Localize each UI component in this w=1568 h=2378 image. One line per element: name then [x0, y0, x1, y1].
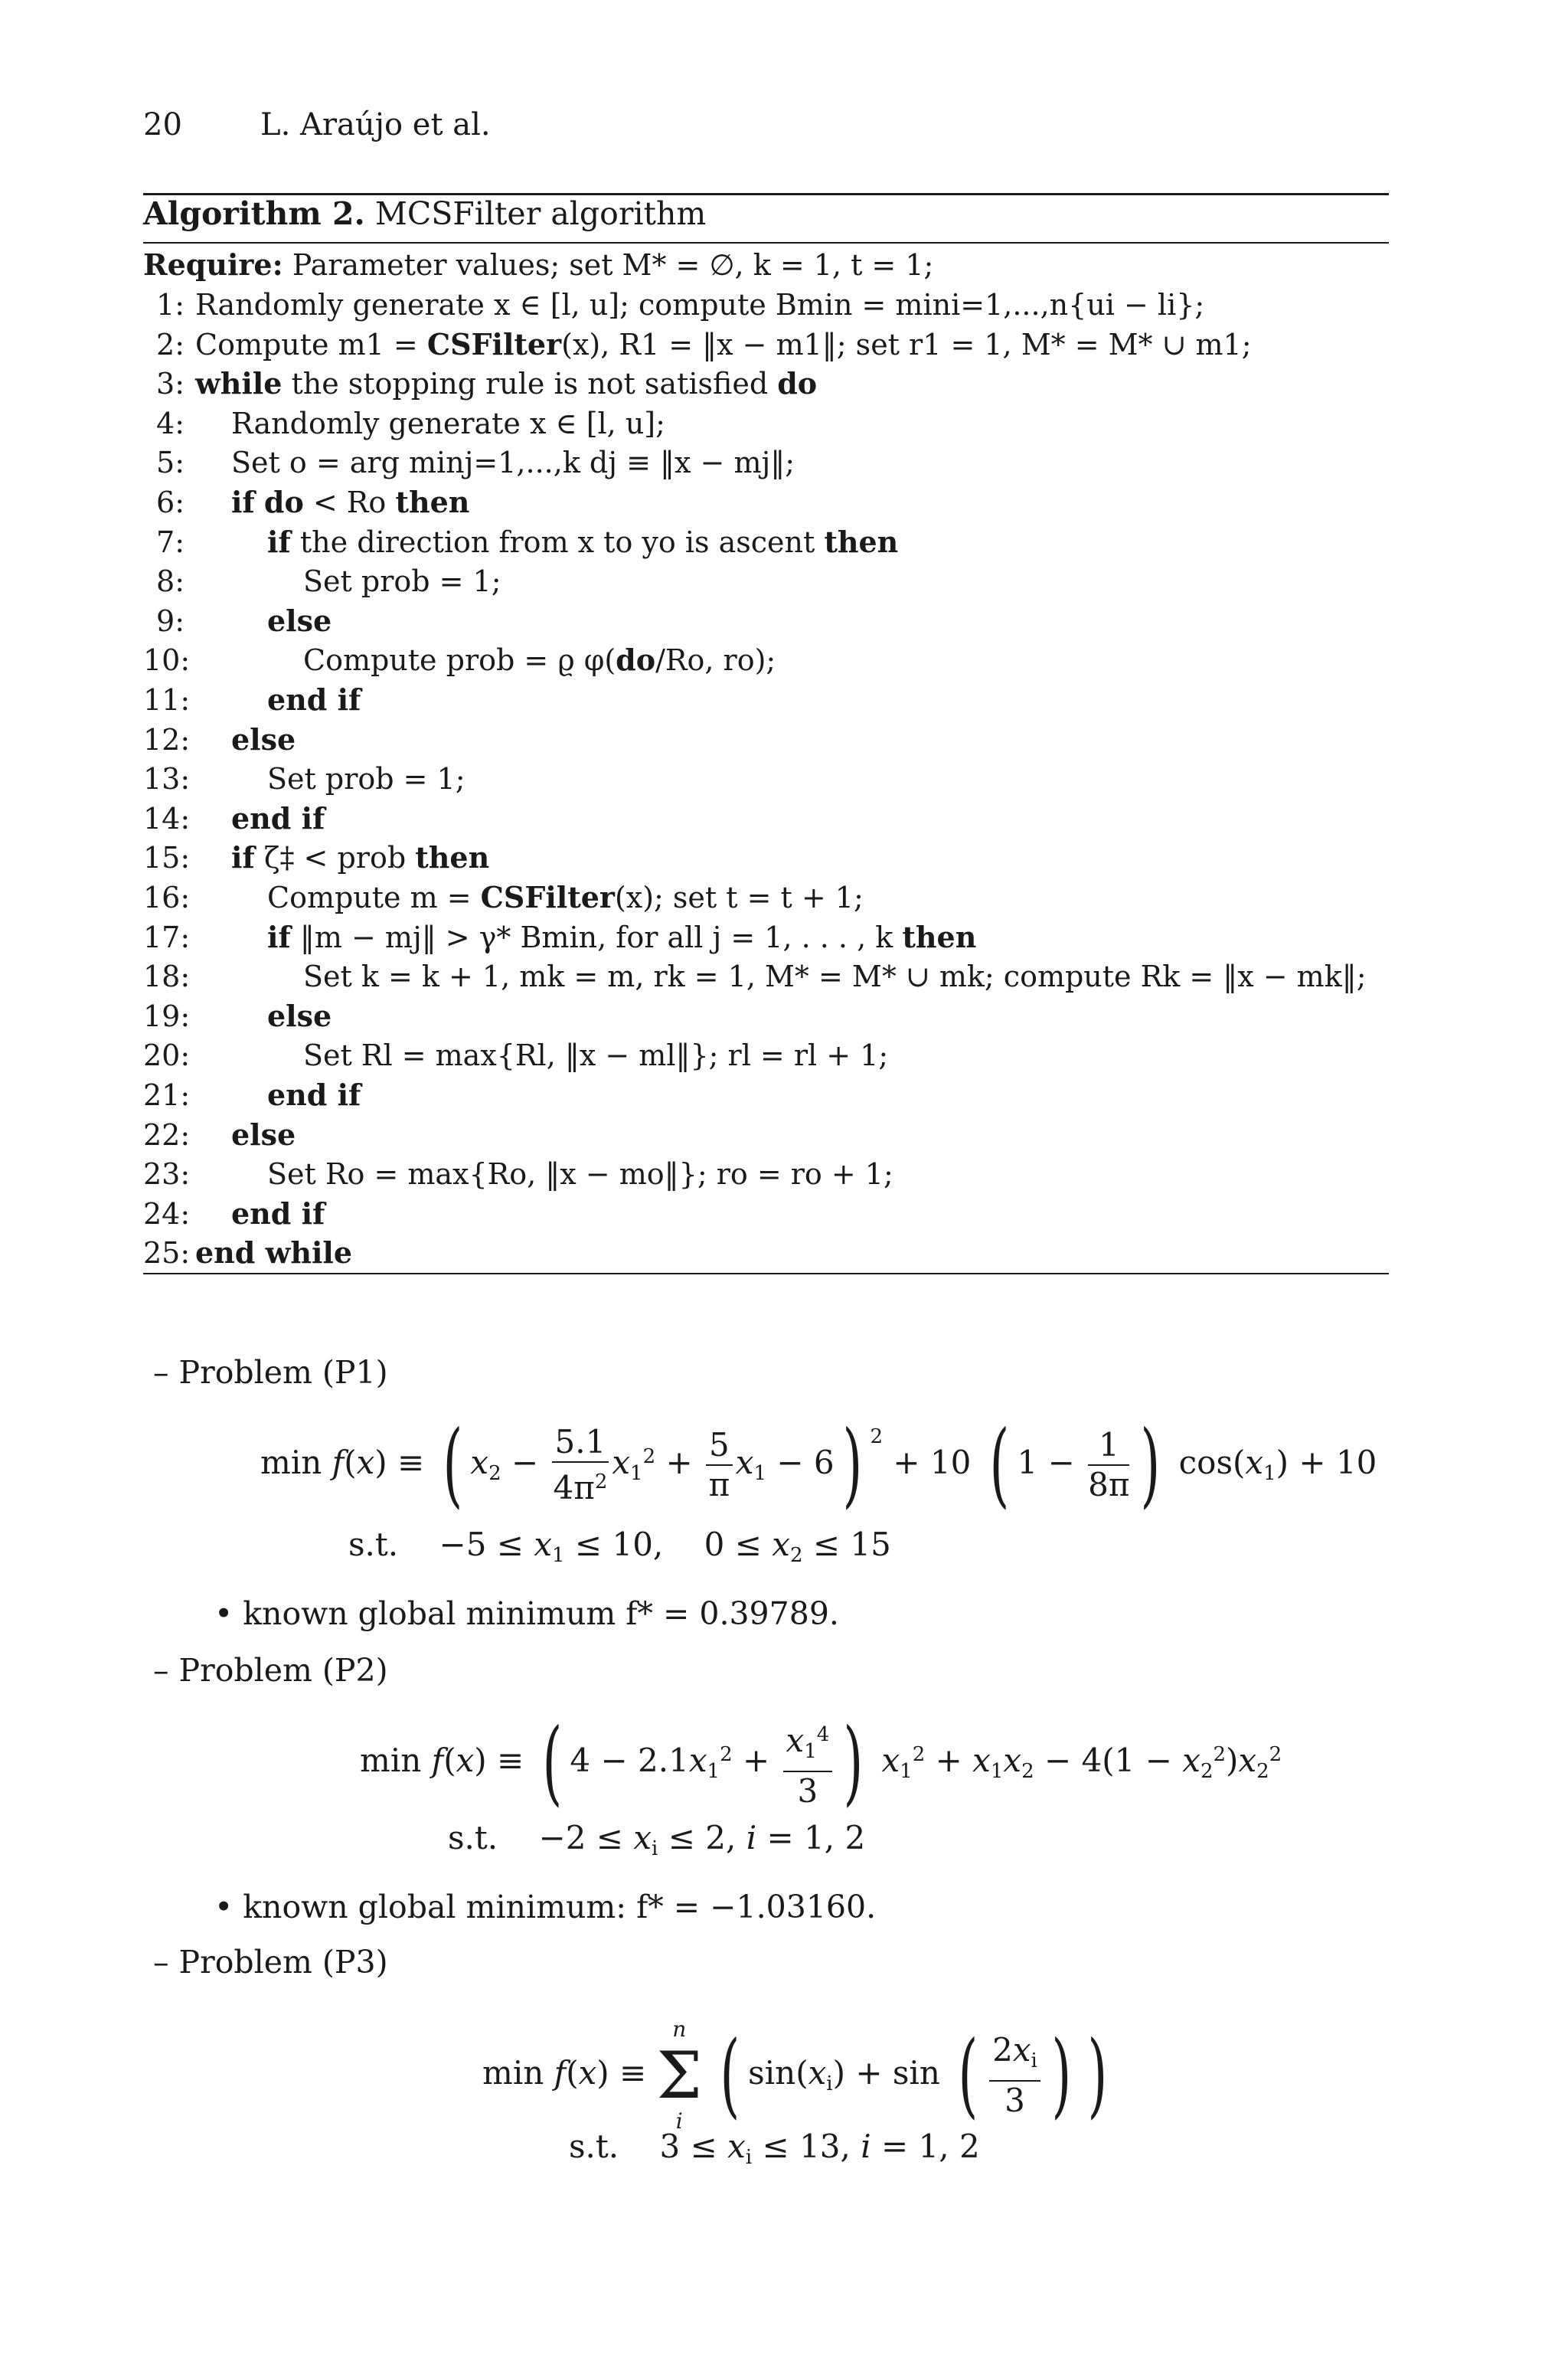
line-number: 22:: [143, 1117, 191, 1152]
algorithm-require: [143, 245, 933, 285]
algorithm-title-rule: [143, 242, 1389, 244]
line-number: 13:: [143, 762, 191, 796]
line-number: 4:: [156, 406, 185, 440]
algorithm-line: [143, 522, 898, 562]
line-number: 5:: [156, 446, 185, 480]
problem-2-objective: min f(x) ≡ ( $4 - 2.1x_1^2$ + $\frac{x_1^4}{3}$ ) $x_1^2 + x_1x_2 - 4(1 - x_2^2)x_2^2$: [360, 1709, 1282, 1816]
line-code: end if: [267, 682, 361, 717]
algorithm-bottom-rule: [143, 1273, 1389, 1274]
line-code: while the stopping rule is not satisfied do: [195, 366, 818, 401]
algorithm-line: [143, 482, 469, 522]
line-code: else: [231, 721, 296, 757]
algorithm-line: [143, 878, 864, 918]
algorithm-line: [143, 799, 325, 839]
line-number: 7:: [156, 525, 185, 559]
problem-1-note: • known global minimum f* = 0.39789.: [214, 1595, 839, 1632]
line-code: if ζ‡ < prob then: [231, 840, 490, 875]
line-number: 17:: [143, 920, 191, 954]
line-number: 21:: [143, 1078, 191, 1112]
line-code: else: [231, 1117, 296, 1152]
line-number: 10:: [143, 643, 191, 678]
algorithm-title: MCSFilter algorithm: [374, 195, 707, 232]
line-code: Set k = k + 1, mk = m, rk = 1, M* = M* ∪ mk; compute Rk = ‖x − mk‖;: [303, 960, 1367, 994]
problem-1-label: – Problem (P1): [153, 1354, 388, 1391]
line-code: Set o = arg minj=1,...,k dj ≡ ‖x − mj‖;: [231, 446, 795, 480]
line-number: 16:: [143, 881, 191, 914]
algorithm-line: [143, 285, 1204, 325]
line-code: Set prob = 1;: [303, 564, 501, 599]
problem-2-note: • known global minimum: f* = −1.03160.: [214, 1889, 877, 1925]
line-code: if do < Ro then: [231, 485, 470, 519]
algorithm-line: [143, 1194, 325, 1234]
algorithm-line: [143, 325, 1252, 365]
problem-3-label: – Problem (P3): [153, 1944, 388, 1981]
line-code: else: [267, 998, 332, 1033]
line-number: 20:: [143, 1039, 191, 1073]
line-number: 19:: [143, 999, 191, 1033]
algorithm-line: [143, 957, 1367, 996]
line-code: Set Rl = max{Rl, ‖x − ml‖}; rl = rl + 1;: [303, 1039, 889, 1073]
algorithm-line: [143, 1233, 352, 1273]
algorithm-label: Algorithm 2.: [143, 195, 365, 232]
algorithm-line: [143, 404, 665, 443]
require-text: Parameter values; set M* = ∅, k = 1, t = 1;: [292, 248, 934, 282]
algorithm-line: [143, 996, 332, 1036]
problem-1-constraint: s.t. $-5 \le x_1 \le 10$, $0 \le x_2 \le 15$: [348, 1526, 891, 1567]
line-number: 11:: [143, 683, 191, 717]
line-number: 1:: [156, 288, 185, 322]
algorithm-line: [143, 918, 976, 957]
algorithm-line: [143, 1035, 888, 1075]
algorithm-line: [143, 640, 776, 680]
running-head: L. Araújo et al.: [260, 107, 491, 142]
line-code: Set Ro = max{Ro, ‖x − mo‖}; ro = ro + 1;: [267, 1157, 893, 1192]
line-code: Compute m1 = CSFilter(x), R1 = ‖x − m1‖; set r1 = 1, M* = M* ∪ m1;: [195, 326, 1252, 361]
line-number: 2:: [156, 327, 185, 361]
line-number: 25:: [143, 1236, 191, 1271]
line-number: 14:: [143, 801, 191, 836]
line-code: Compute m = CSFilter(x); set t = t + 1;: [267, 880, 864, 914]
algorithm-line: [143, 601, 332, 641]
algorithm-line: [143, 1115, 296, 1155]
algorithm-caption: [143, 195, 706, 232]
line-code: end if: [231, 800, 325, 836]
line-number: 3:: [156, 367, 185, 401]
line-code: Set prob = 1;: [267, 762, 466, 796]
algorithm-line: [143, 680, 361, 720]
algorithm-line: [143, 443, 795, 482]
line-number: 12:: [143, 722, 191, 757]
line-code: if ‖m − mj‖ > γ* Bmin, for all j = 1, . . . , k then: [267, 919, 977, 954]
line-number: 18:: [143, 960, 191, 994]
algorithm-line: [143, 1075, 361, 1115]
problem-1-objective: min f(x) ≡ ( $x_2$ − $\frac{5.1}{4\pi^2}$ $x_1^2$ + $\frac{5}{\pi}$ $x_1 - 6$) $^2$ + 10 ( 1 − $\frac{1}{8\pi}$ ) $\cos(x_1) + 10$: [260, 1411, 1377, 1518]
line-code: end if: [267, 1078, 361, 1112]
line-number: 8:: [156, 564, 185, 599]
line-code: Randomly generate x ∈ [l, u];: [231, 406, 665, 440]
require-label: Require:: [143, 247, 283, 282]
algorithm-line: [143, 561, 501, 601]
problem-3-constraint: s.t. $3 \le x_i \le 13$, i = 1, 2: [569, 2128, 980, 2169]
line-code: end if: [231, 1196, 325, 1231]
line-number: 24:: [143, 1196, 191, 1231]
algorithm-line: [143, 364, 817, 404]
algorithm-line: [143, 1154, 893, 1194]
algorithm-line: [143, 720, 296, 760]
line-code: Randomly generate x ∈ [l, u]; compute Bmin = mini=1,...,n{ui − li};: [195, 288, 1205, 322]
line-code: if the direction from x to yo is ascent then: [267, 524, 899, 559]
algorithm-line: [143, 838, 489, 878]
line-number: 15:: [143, 841, 191, 875]
line-number: 9:: [156, 603, 185, 638]
page-number: 20: [143, 107, 182, 142]
line-code: else: [267, 603, 332, 638]
problem-3-objective: min f(x) ≡ n Σ i ( $\sin(x_i) + \sin$ ( $\frac{2x_i}{3}$ ) ): [482, 2017, 1107, 2134]
line-number: 6:: [156, 486, 185, 519]
problem-2-label: – Problem (P2): [153, 1652, 388, 1689]
line-code: Compute prob = ϱ φ(do/Ro, ro);: [303, 643, 776, 678]
problem-2-constraint: s.t. $-2 \le x_i \le 2$, i = 1, 2: [448, 1819, 866, 1860]
line-number: 23:: [143, 1157, 191, 1192]
algorithm-line: [143, 759, 466, 799]
line-code: end while: [195, 1235, 352, 1271]
